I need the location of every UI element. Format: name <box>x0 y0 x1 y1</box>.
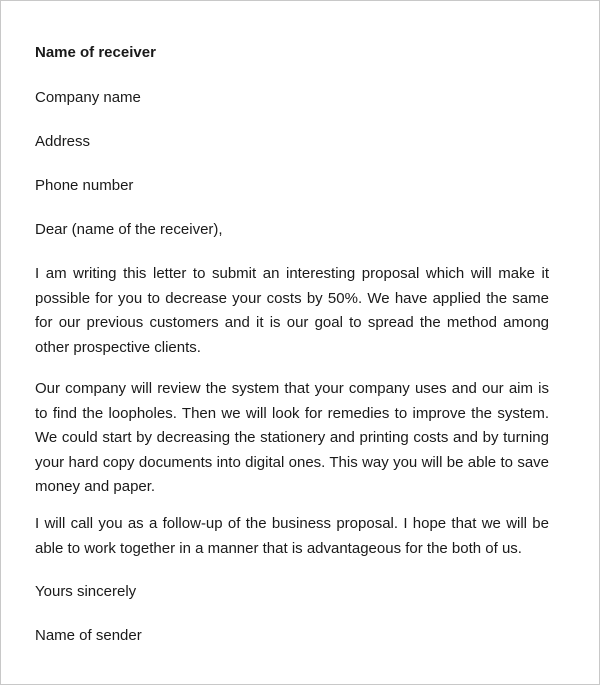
sender-name: Name of sender <box>35 627 142 644</box>
address: Address <box>35 133 91 150</box>
closing: Yours sincerely <box>35 583 137 600</box>
receiver-name: Name of receiver <box>35 44 156 61</box>
body-paragraph-3: I will call you as a follow-up of the business proposal. I hope that we will be able to work together in a manner that is advantageous for the both of us. <box>35 515 549 557</box>
phone-number: Phone number <box>35 177 134 194</box>
body-paragraph-2: Our company will review the system that your company uses and our aim is to find the loopholes. Then we will look for remedies to improve the system. We could start by decreasing the stationery and printing costs and by turning your hard copy documents into digital ones. This way you will be able to save money and paper. <box>35 380 549 495</box>
body-paragraph-1: I am writing this letter to submit an interesting proposal which will make it possible for you to decrease your costs by 50%. We have applied the same for our previous customers and it is our goal to spread the method among other prospective clients. <box>35 265 549 356</box>
salutation: Dear (name of the receiver), <box>35 221 223 238</box>
company-name: Company name <box>35 89 141 106</box>
